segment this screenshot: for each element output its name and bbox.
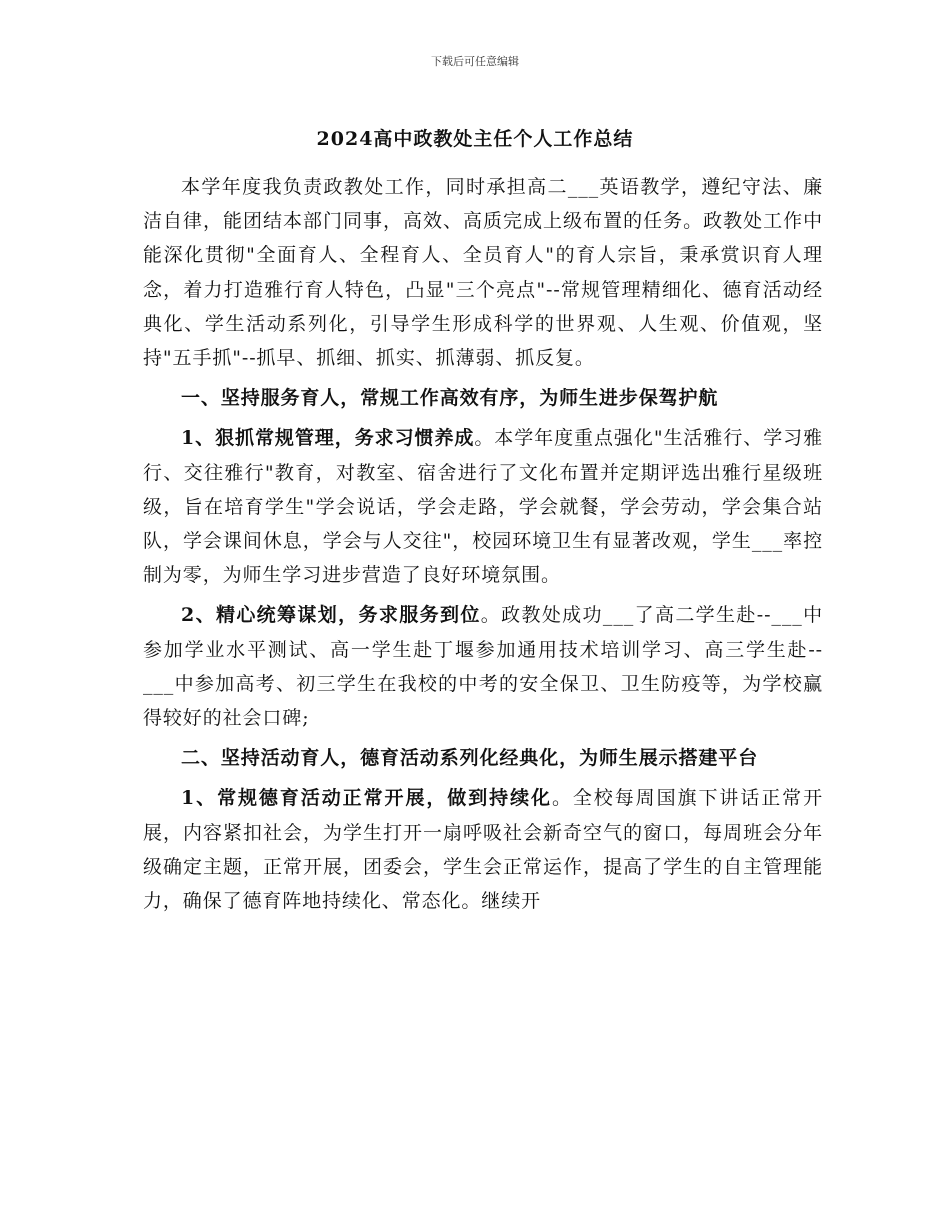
item-lead: 1、常规德育活动正常开展，做到持续化	[181, 787, 552, 810]
header-note: 下载后可任意编辑	[431, 55, 519, 68]
section-heading-1: 一、坚持服务育人，常规工作高效有序，为师生进步保驾护航	[181, 387, 719, 410]
item-paragraph-1-2	[143, 598, 823, 735]
item-paragraph-2-1	[143, 781, 823, 918]
item-lead: 2、精心统筹谋划，务求服务到位	[181, 604, 481, 627]
intro-paragraph: 本学年度我负责政教处工作，同时承担高二___英语教学，遵纪守法、廉洁自律，能团结本部门同事，高效、高质完成上级布置的任务。政教处工作中能深化贯彻"全面育人、全程育人、全员育人"的育人宗旨，秉承赏识育人理念，着力打造雅行育人特色，凸显"三个亮点"--常规管理精细化、德育活动经典化、学生活动系列化，引导学生形成科学的世界观、人生观、价值观，坚持"五手抓"--抓早、抓细、抓实、抓薄弱、抓反复。	[143, 176, 823, 370]
item-text: 。本学年度重点强化"生活雅行、学习雅行、交往雅行"教育，对教室、宿舍进行了文化布置并定期评选出雅行星级班级，旨在培育学生"学会说话，学会走路，学会就餐，学会劳动，学会集合站队，学会课间休息，学会与人交往"，校园环境卫生有显著改观，学生___率控制为零，为师生学习进步营造了良好环境氛围。	[143, 427, 823, 587]
item-text: 。全校每周国旗下讲话正常开展，内容紧扣社会，为学生打开一扇呼吸社会新奇空气的窗口，每周班会分年级确定主题，正常开展，团委会，学生会正常运作，提高了学生的自主管理能力，确保了德育阵地持续化、常态化。继续开	[143, 787, 824, 913]
item-text: 。政教处成功___了高二学生赴--___中参加学业水平测试、高一学生赴丁堰参加通用技术培训学习、高三学生赴--___中参加高考、初三学生在我校的中考的安全保卫、卫生防疫等，为学校赢得较好的社会口碑;	[143, 604, 823, 730]
item-lead: 1、狠抓常规管理，务求习惯养成	[181, 427, 475, 450]
section-heading-2: 二、坚持活动育人，德育活动系列化经典化，为师生展示搭建平台	[181, 747, 759, 770]
document-title: 2024高中政教处主任个人工作总结	[316, 128, 634, 150]
item-paragraph-1-1	[143, 421, 823, 592]
document-body	[143, 170, 823, 918]
